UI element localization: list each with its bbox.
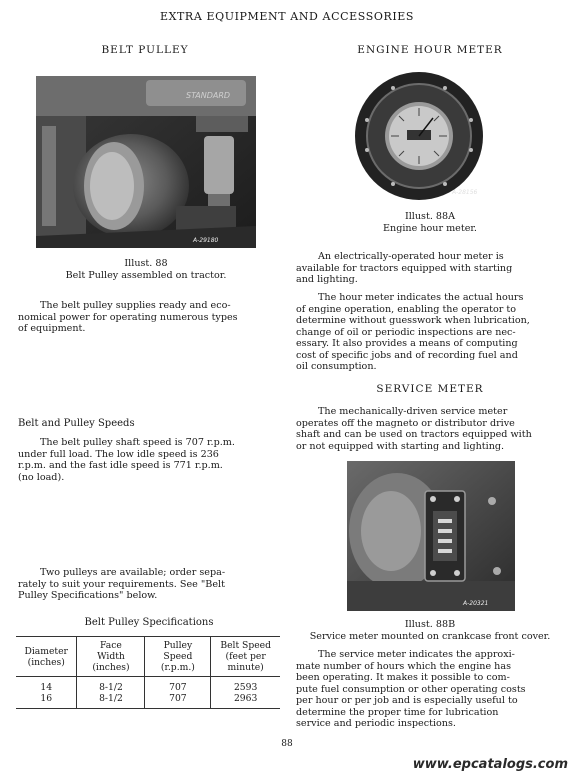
col-header-diameter: Diameter (inches) <box>24 645 68 668</box>
para-line: shaft and can be used on tractors equipped with <box>296 429 532 440</box>
hour-meter-photo <box>349 70 489 202</box>
belt-pulley-photo <box>36 76 256 248</box>
pulleys-available-text <box>18 567 280 602</box>
para-line: The mechanically-driven service meter <box>318 406 508 417</box>
para-line: Pulley Specifications" below. <box>18 590 158 601</box>
para-line: of equipment. <box>18 323 86 334</box>
col-header-pulley-speed: Pulley Speed (r.p.m.) <box>145 637 211 677</box>
belt-pulley-spec-table <box>16 636 280 709</box>
illust-88a-text: Engine hour meter. <box>383 223 477 234</box>
para-line: essary. It also provides a means of computing <box>296 338 518 349</box>
para-line: cost of specific jobs and of recording fuel and <box>296 349 518 361</box>
hour-meter-para-2 <box>296 292 558 373</box>
page-header: EXTRA EQUIPMENT AND ACCESSORIES <box>159 10 415 23</box>
para-line: The hour meter indicates the actual hours <box>318 292 524 303</box>
para-line: change of oil or periodic inspections are nec- <box>296 326 516 338</box>
para-line: The service meter indicates the approxi- <box>318 649 515 660</box>
para-line: rately to suit your requirements. See "Belt <box>18 578 225 590</box>
para-line: available for tractors equipped with starting <box>296 262 513 274</box>
belt-pulley-photo-label: A-29180 <box>193 237 219 244</box>
illust-88-text: Belt Pulley assembled on tractor. <box>65 270 227 281</box>
para-line: r.p.m. and the fast idle speed is 771 r.p.m. <box>18 460 223 471</box>
para-line: under full load. The low idle speed is 236 <box>18 448 219 460</box>
para-line: (no load). <box>18 471 65 483</box>
engine-hour-meter-title: ENGINE HOUR METER <box>357 44 503 56</box>
page-number: 88 <box>281 739 293 749</box>
para-line: or not equipped with starting and lighting. <box>296 440 505 452</box>
service-meter-para-2 <box>296 649 558 730</box>
para-line: oil consumption. <box>296 361 377 372</box>
para-line: service and periodic inspections. <box>296 718 456 729</box>
service-meter-photo <box>347 461 515 611</box>
para-line: mate number of hours which the engine has <box>296 660 511 672</box>
para-line: The belt pulley shaft speed is 707 r.p.m. <box>40 437 235 448</box>
para-line: operates off the magneto or distributor drive <box>296 417 515 429</box>
table-row: 14 8-1/2 707 2593 <box>16 677 280 694</box>
service-meter-photo-label: A-20321 <box>463 600 489 607</box>
para-line: per hour or per job and is especially useful to <box>296 695 518 706</box>
pulley-plate-text: STANDARD <box>186 91 231 100</box>
para-line: pute fuel consumption or other operating costs <box>296 683 526 695</box>
para-line: An electrically-operated hour meter is <box>318 251 504 262</box>
belt-pulley-speeds-title: Belt and Pulley Speeds <box>18 418 135 429</box>
illust-88-caption <box>36 258 256 282</box>
col-header-belt-speed: Belt Speed (feet per minute) <box>211 637 280 677</box>
belt-pulley-illustration <box>36 76 256 248</box>
illust-88b-caption <box>284 619 574 643</box>
hour-meter-illustration <box>349 70 489 202</box>
table-row: 16 8-1/2 707 2963 <box>16 693 280 709</box>
para-line: determine the proper time for lubrication <box>296 706 499 718</box>
para-line: Two pulleys are available; order sepa- <box>40 567 226 578</box>
para-line: determine without guesswork when lubrication, <box>296 315 530 326</box>
belt-pulley-speeds-text <box>18 437 280 483</box>
belt-pulley-intro <box>18 300 280 335</box>
service-meter-para-1 <box>296 406 558 452</box>
para-line: been operating. It makes it possible to com- <box>296 672 510 683</box>
illust-88b-number: Illust. 88B <box>404 619 456 630</box>
belt-pulley-title: BELT PULLEY <box>101 44 189 56</box>
col-header-face-width: Face Width (inches) <box>77 637 145 677</box>
watermark-link[interactable]: www.epcatalogs.com <box>412 757 568 772</box>
illust-88-number: Illust. 88 <box>124 258 168 269</box>
service-meter-illustration <box>347 461 515 611</box>
para-line: and lighting. <box>296 274 358 285</box>
spec-table-title: Belt Pulley Specifications <box>84 617 214 628</box>
service-meter-title: SERVICE METER <box>376 383 484 395</box>
illust-88a-number: Illust. 88A <box>404 211 456 222</box>
hour-meter-para-1 <box>296 251 558 286</box>
illust-88a-caption <box>328 211 532 235</box>
para-line: of engine operation, enabling the operator to <box>296 303 517 315</box>
table-header-row <box>16 637 280 677</box>
illust-88b-text: Service meter mounted on crankcase front cover. <box>309 631 551 642</box>
para-line: nomical power for operating numerous types <box>18 311 238 323</box>
hour-meter-photo-label: A-28156 <box>452 189 478 196</box>
para-line: The belt pulley supplies ready and eco- <box>40 300 231 311</box>
